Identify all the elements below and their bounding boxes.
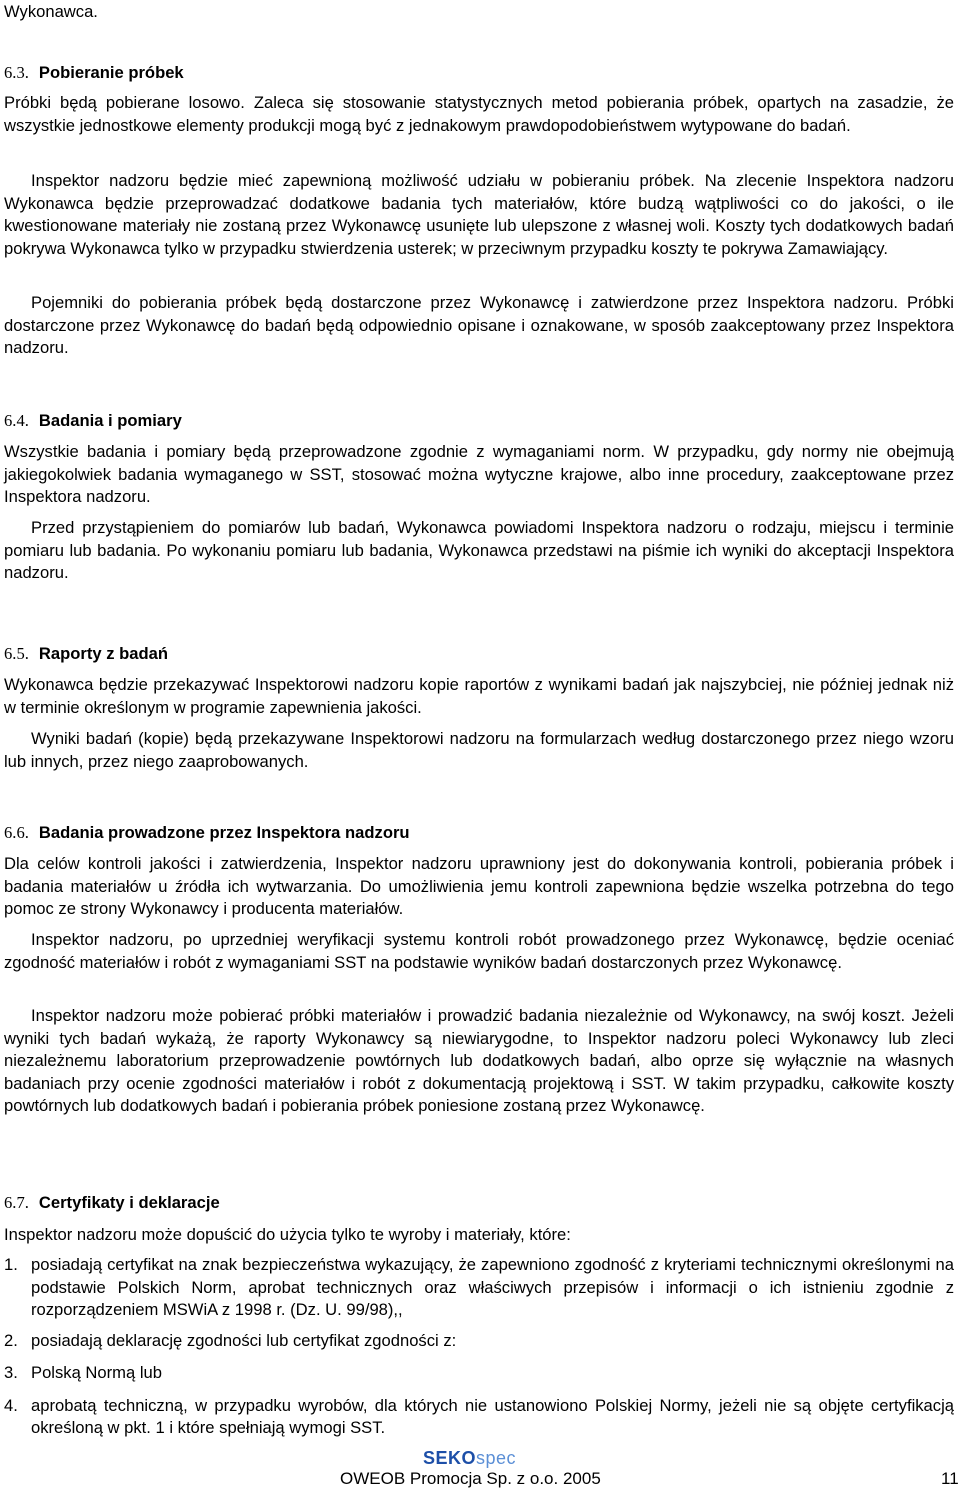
list-item xyxy=(4,1395,954,1440)
paragraph: Wyniki badań (kopie) będą przekazywane Inspektorowi nadzoru na formularzach według dostarczonego przez niego wzoru lub innych, przez niego zaaprobowanych. xyxy=(4,729,954,771)
list-text: aprobatą techniczną, w przypadku wyrobów, dla których nie ustanowiono Polskiej Normy, jeżeli nie są objęte certyfikacją określoną w pkt. 1 i które spełniają wymogi SST. xyxy=(31,1395,954,1437)
paragraph: Inspektor nadzoru, po uprzedniej weryfikacji systemu kontroli robót prowadzonego przez Wykonawcę, będzie oceniać zgodność materiałów i robót z wymaganiami SST na podstawie wyników badań dostarczonych przez Wykonawcę. xyxy=(4,930,954,972)
list-item xyxy=(4,1254,954,1322)
footer-company: OWEOB Promocja Sp. z o.o. 2005 xyxy=(340,1469,601,1488)
page-number: 11 xyxy=(941,1469,959,1488)
paragraph: Wykonawca będzie przekazywać Inspektorowi nadzoru kopie raportów z wynikami badań jak najszybciej, nie później jednak niż w terminie określonym w programie zapewnienia jakości. xyxy=(4,675,954,717)
section-heading-6-3 xyxy=(4,62,184,84)
list-text: posiadają deklarację zgodności lub certyfikat zgodności z: xyxy=(31,1330,457,1350)
carryover-text: Wykonawca. xyxy=(4,2,98,21)
list-number: 2. xyxy=(4,1330,18,1350)
paragraph: Dla celów kontroli jakości i zatwierdzenia, Inspektor nadzoru uprawniony jest do dokonywania kontroli, pobierania próbek i badania materiałów u źródła ich wytwarzania. Do umożliwienia jemu kontroli zapewniona będzie wszelka potrzebna do tego pomoc ze strony Wykonawcy i producenta materiałów. xyxy=(4,854,954,918)
list-number: 1. xyxy=(4,1255,18,1274)
section-title: Raporty z badań xyxy=(38,644,168,663)
list-item xyxy=(4,1330,954,1353)
paragraph: Przed przystąpieniem do pomiarów lub badań, Wykonawca powiadomi Inspektora nadzoru o rodzaju, miejscu i terminie pomiaru lub badania. Po wykonaniu pomiaru lub badania, Wykonawca przedstawi na piśmie ich wyniki do akceptacji Inspektora nadzoru. xyxy=(4,518,954,582)
list-text: posiadają certyfikat na znak bezpieczeństwa wykazujący, że zapewniono zgodność z kryteriami technicznymi określonymi na podstawie Polskich Norm, aprobat technicznych oraz właściwych przepisów i informacji o ich istnieniu zgodnie z rozporządzeniem MSWiA z 1998 r. (Dz. U. 99/98),, xyxy=(31,1255,954,1319)
section-number: 6.6. xyxy=(4,823,29,842)
sekospec-logo: SEKOspec xyxy=(423,1448,517,1468)
section-title: Badania prowadzone przez Inspektora nadzoru xyxy=(38,823,410,842)
section-heading-6-4 xyxy=(4,410,182,432)
section-number: 6.5. xyxy=(4,644,29,663)
section-title: Pobieranie próbek xyxy=(38,63,184,82)
paragraph: Wszystkie badania i pomiary będą przeprowadzone zgodnie z wymaganiami norm. W przypadku, gdy normy nie obejmują jakiegokolwiek badania wymaganego w SST, stosować można wytyczne krajowe, albo inne procedury, zaakceptowane przez Inspektora nadzoru. xyxy=(4,442,954,506)
paragraph: Próbki będą pobierane losowo. Zaleca się stosowanie statystycznych metod pobierania próbek, opartych na zasadzie, że wszystkie jednostkowe elementy produkcji mogą być z jednakowym prawdopodobieństwem wytypowane do badań. xyxy=(4,93,954,135)
section-number: 6.4. xyxy=(4,411,29,430)
paragraph: Pojemniki do pobierania próbek będą dostarczone przez Wykonawcę i zatwierdzone przez Inspektora nadzoru. Próbki dostarczone przez Wykonawcę do badań będą odpowiednio opisane i oznakowane, w sposób zaakceptowany przez Inspektora nadzoru. xyxy=(4,293,954,357)
paragraph: Inspektor nadzoru będzie mieć zapewnioną możliwość udziału w pobieraniu próbek. Na zlecenie Inspektora nadzoru Wykonawca będzie przeprowadzać dodatkowe badania tych materiałów, które budzą wątpliwości co do jakości, o ile kwestionowane materiały nie zostaną przez Wykonawcę usunięte lub ulepszone z własnej woli. Koszty tych dodatkowych badań pokrywa Wykonawca tylko w przypadku stwierdzenia usterek; w przeciwnym przypadku koszty te pokrywa Zamawiający. xyxy=(4,171,954,258)
list-number: 3. xyxy=(4,1363,18,1382)
section-title: Badania i pomiary xyxy=(38,411,182,430)
list-text: Polską Normą lub xyxy=(31,1363,162,1382)
section-number: 6.3. xyxy=(4,63,29,82)
section-number: 6.7. xyxy=(4,1193,29,1212)
paragraph: Inspektor nadzoru może dopuścić do użycia tylko te wyroby i materiały, które: xyxy=(4,1225,571,1244)
section-heading-6-5 xyxy=(4,643,168,665)
list-item xyxy=(4,1362,954,1385)
paragraph: Inspektor nadzoru może pobierać próbki materiałów i prowadzić badania niezależnie od Wykonawcy, na swój koszt. Jeżeli wyniki tych badań wykażą, że raporty Wykonawcy są niewiarygodne, to Inspektor nadzoru poleci Wykonawcy lub zleci niezależnemu laboratorium przeprowadzenie powtórnych lub dodatkowych badań, albo oprze się wyłącznie na własnych badaniach przy ocenie zgodności materiałów i robót z dokumentacją projektową i SST. W takim przypadku, całkowite koszty powtórnych lub dodatkowych badań i pobierania próbek poniesione zostaną przez Wykonawcę. xyxy=(4,1006,954,1115)
section-heading-6-6 xyxy=(4,822,410,844)
section-heading-6-7 xyxy=(4,1192,220,1214)
list-number: 4. xyxy=(4,1395,18,1415)
section-title: Certyfikaty i deklaracje xyxy=(38,1193,220,1212)
certification-list xyxy=(4,1254,954,1440)
